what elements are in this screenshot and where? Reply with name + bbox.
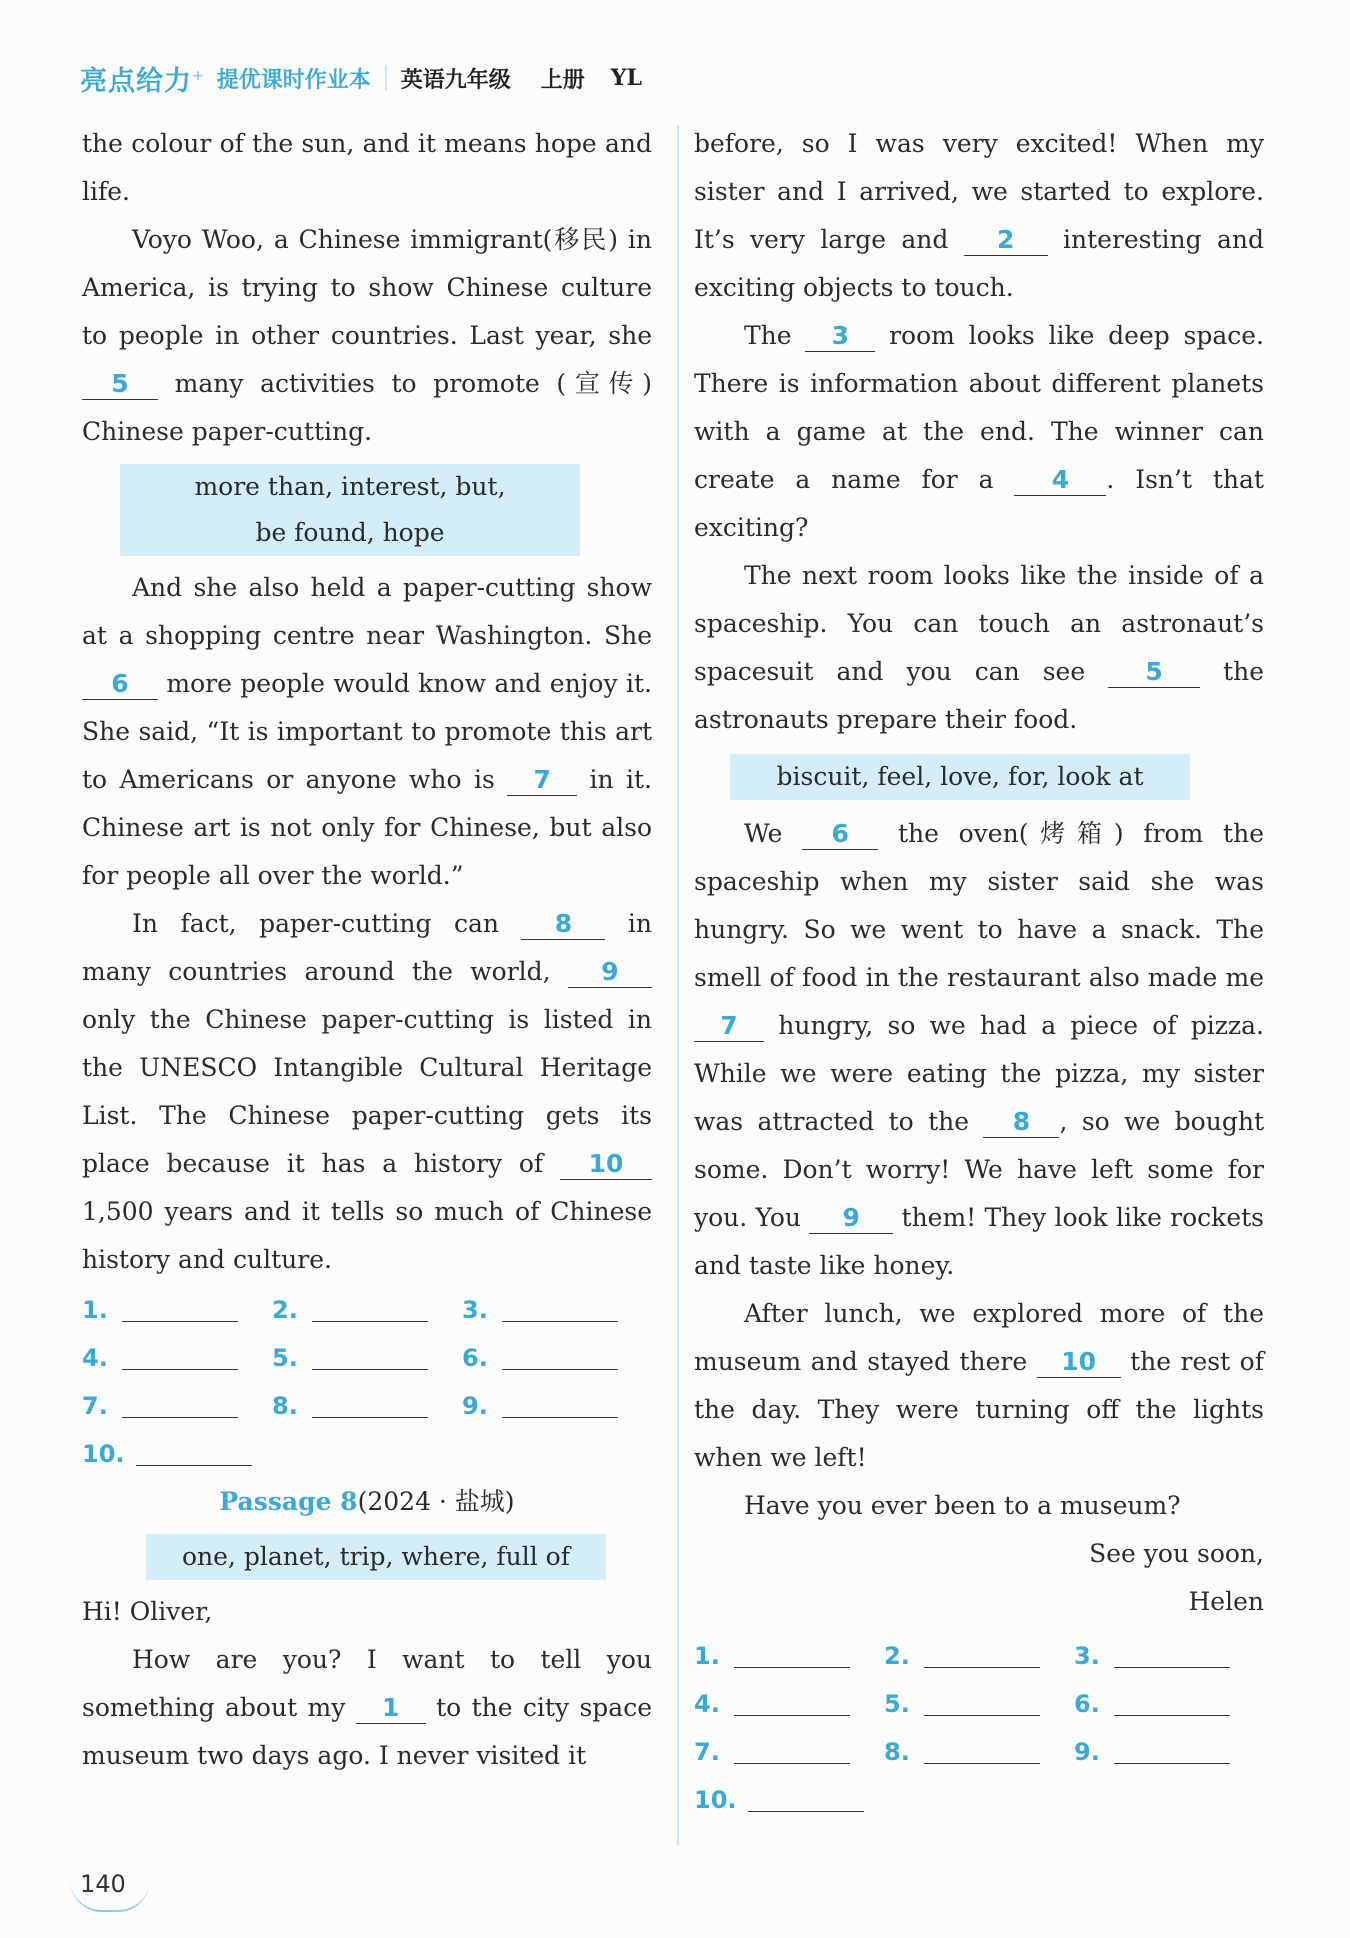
paragraph: the colour of the sun, and it means hope and life. (82, 129, 652, 206)
blank-7[interactable]: 7 (694, 1011, 764, 1042)
brand-logo: 亮点给力+ (80, 65, 205, 97)
answer-slot[interactable]: 10. (82, 1430, 272, 1478)
paragraph: Voyo Woo, a Chinese immigrant(移民) in America, is trying to show Chinese culture to people in other countries. Last year, she 5 many activities to promote (宣传) Chinese paper-cutting. (82, 225, 652, 446)
right-column (694, 120, 1264, 1824)
blank-2[interactable]: 2 (964, 225, 1048, 256)
blank-4[interactable]: 4 (1014, 465, 1106, 496)
word-bank-line: be found, hope (255, 518, 445, 547)
paragraph: We 6 the oven(烤箱) from the spaceship when my sister said she was hungry. So we went to have a snack. The smell of food in the restaurant also made me 7 hungry, so we had a piece of pizza. While we were eating the pizza, my sister was attracted to the 8 , so we bought some. Don’t worry! We have left some for you. You 9 them! They look like rockets and taste like honey. (694, 819, 1264, 1280)
blank-6[interactable]: 6 (82, 669, 158, 700)
page-header (80, 58, 642, 98)
grade-label: 英语九年级 (400, 67, 511, 93)
answer-slot[interactable]: 3. (1074, 1632, 1264, 1680)
blank-9[interactable]: 9 (568, 957, 652, 988)
answer-slot[interactable]: 9. (1074, 1728, 1264, 1776)
paragraph: The next room looks like the inside of a spaceship. You can touch an astronaut’s spacesuit and you can see 5 the astronauts prepare their food. (694, 561, 1265, 734)
blank-5[interactable]: 5 (82, 369, 158, 400)
answer-slot[interactable]: 9. (462, 1382, 652, 1430)
answer-slot[interactable]: 2. (272, 1286, 462, 1334)
blank-6[interactable]: 6 (802, 819, 878, 850)
paragraph: After lunch, we explored more of the museum and stayed there 10 the rest of the day. They were turning off the lights when we left! (694, 1299, 1264, 1472)
answer-slot[interactable]: 8. (272, 1382, 462, 1430)
answer-slot[interactable]: 10. (694, 1776, 884, 1824)
paragraph: before, so I was very excited! When my sister and I arrived, we started to explore. It’s very large and 2 interesting and exciting objects to touch. (694, 129, 1264, 302)
header-separator (385, 65, 387, 91)
letter-signature: Helen (1188, 1587, 1264, 1616)
answer-slot[interactable]: 1. (82, 1286, 272, 1334)
page-number: 140 (80, 1870, 126, 1898)
answer-slot[interactable]: 6. (1074, 1680, 1264, 1728)
blank-8[interactable]: 8 (521, 909, 605, 940)
word-bank: one, planet, trip, where, full of (146, 1534, 606, 1580)
blank-8[interactable]: 8 (983, 1107, 1059, 1138)
word-bank-line: more than, interest, but, (194, 472, 506, 501)
paragraph: In fact, paper-cutting can 8 in many countries around the world, 9 only the Chinese paper-cutting is listed in the UNESCO Intangible Cultural Heritage List. The Chinese paper-cutting gets its place because it has a history of 10 1,500 years and it tells so much of Chinese history and culture. (82, 909, 653, 1274)
answer-slot[interactable]: 4. (82, 1334, 272, 1382)
letter-closing: See you soon, (1089, 1539, 1264, 1568)
answer-slot[interactable]: 4. (694, 1680, 884, 1728)
blank-7[interactable]: 7 (507, 765, 577, 796)
blank-10[interactable]: 10 (560, 1149, 652, 1180)
answer-slot[interactable]: 7. (694, 1728, 884, 1776)
word-bank: biscuit, feel, love, for, look at (730, 754, 1190, 800)
left-column (82, 120, 652, 1780)
edition-label: YL (610, 65, 642, 91)
paragraph: How are you? I want to tell you something about my 1 to the city space museum two days ago. I never visited it (82, 1645, 652, 1770)
paragraph: The 3 room looks like deep space. There is information about different planets with a game at the end. The winner can create a name for a 4 . Isn’t that exciting? (694, 321, 1264, 542)
letter-greeting: Hi! Oliver, (82, 1597, 213, 1626)
answer-grid (82, 1286, 652, 1478)
paragraph: Have you ever been to a museum? (744, 1491, 1181, 1520)
answer-slot[interactable]: 6. (462, 1334, 652, 1382)
word-bank (120, 464, 580, 556)
answer-slot[interactable]: 5. (884, 1680, 1074, 1728)
blank-5[interactable]: 5 (1108, 657, 1200, 688)
blank-9[interactable]: 9 (809, 1203, 893, 1234)
blank-3[interactable]: 3 (805, 321, 875, 352)
answer-slot[interactable]: 5. (272, 1334, 462, 1382)
answer-slot[interactable]: 3. (462, 1286, 652, 1334)
series-title: 提优课时作业本 (216, 67, 371, 93)
blank-1[interactable]: 1 (356, 1693, 426, 1724)
answer-grid (694, 1632, 1264, 1824)
column-divider (677, 125, 679, 1845)
volume-label: 上册 (540, 67, 585, 93)
answer-slot[interactable]: 8. (884, 1728, 1074, 1776)
blank-10[interactable]: 10 (1037, 1347, 1121, 1378)
answer-slot[interactable]: 1. (694, 1632, 884, 1680)
passage-title: Passage 8(2024 · 盐城) (219, 1487, 515, 1516)
paragraph: And she also held a paper-cutting show at a shopping centre near Washington. She 6 more people would know and enjoy it. She said, “It is important to promote this art to Americans or anyone who is 7 in it. Chinese art is not only for Chinese, but also for people all over the world.” (82, 573, 652, 890)
answer-slot[interactable]: 7. (82, 1382, 272, 1430)
answer-slot[interactable]: 2. (884, 1632, 1074, 1680)
